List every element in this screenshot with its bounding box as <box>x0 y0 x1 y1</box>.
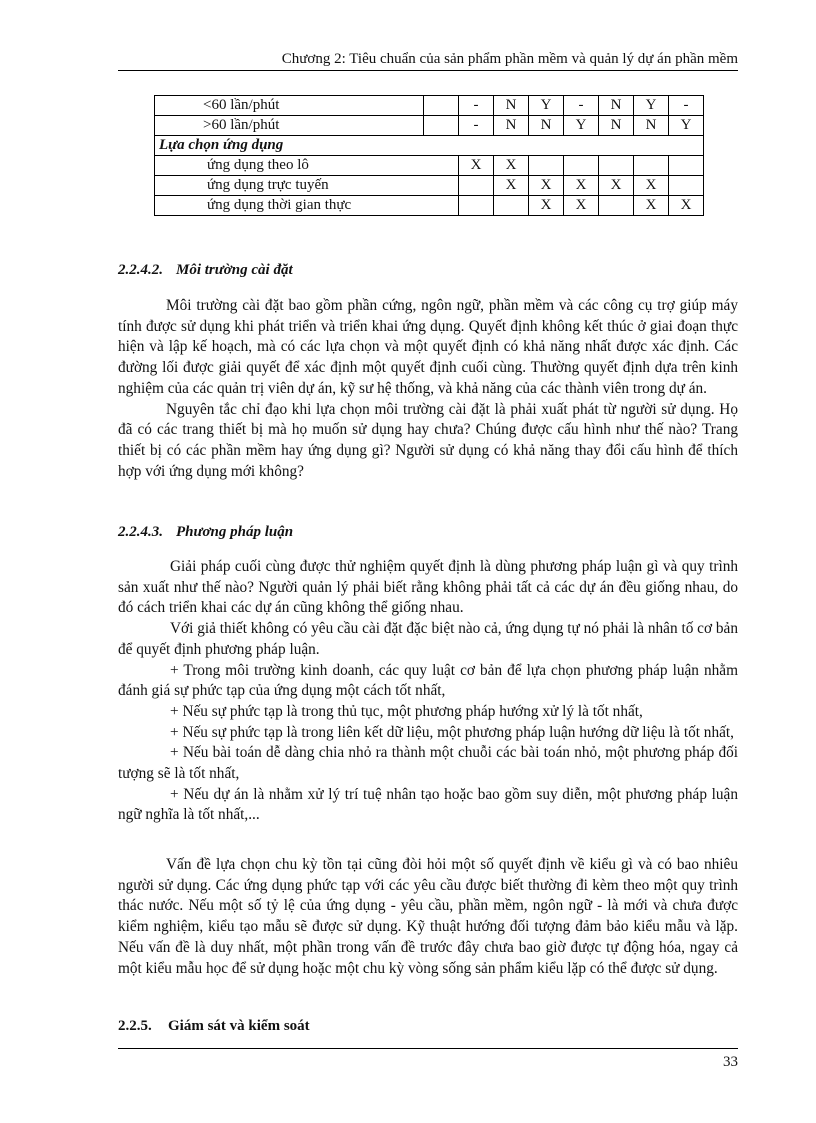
table-cell <box>599 156 634 176</box>
table-cell: X <box>669 196 704 216</box>
row-label: ứng dụng theo lô <box>155 156 459 176</box>
section-number: 2.2.4.3. <box>118 524 163 540</box>
table-cell <box>424 96 459 116</box>
section-heading-2243 <box>118 524 293 541</box>
table-cell: X <box>529 196 564 216</box>
table-cell: N <box>599 96 634 116</box>
header-rule <box>118 70 738 71</box>
table-cell: - <box>669 96 704 116</box>
table-cell: N <box>634 116 669 136</box>
table-cell: Y <box>669 116 704 136</box>
row-label: >60 lần/phút <box>155 116 424 136</box>
decision-table <box>154 95 704 216</box>
running-header: Chương 2: Tiêu chuẩn của sản phẩm phần mềm và quản lý dự án phần mềm <box>281 51 738 67</box>
group-label: Lựa chọn ứng dụng <box>155 136 704 156</box>
table-cell: X <box>634 176 669 196</box>
table-row <box>155 156 704 176</box>
page-number: 33 <box>723 1054 738 1070</box>
table-cell: N <box>599 116 634 136</box>
paragraph: Với giả thiết không có yêu cầu cài đặt đặc biệt nào cả, ứng dụng tự nó phải là nhân tố cơ bản để quyết định phương pháp luận. <box>118 620 738 658</box>
section-number: 2.2.4.2. <box>118 262 163 278</box>
table-cell: - <box>564 96 599 116</box>
table-cell <box>459 176 494 196</box>
section-title: Giám sát và kiểm soát <box>168 1018 310 1034</box>
table-cell: X <box>529 176 564 196</box>
section-heading-2242 <box>118 262 293 279</box>
section-title: Môi trường cài đặt <box>176 262 293 278</box>
paragraph: + Nếu dự án là nhằm xử lý trí tuệ nhân tạo hoặc bao gồm suy diễn, một phương pháp luận ngữ nghĩa là tốt nhất,... <box>118 785 738 824</box>
section-body-2242 <box>118 296 738 482</box>
table-cell: Y <box>529 96 564 116</box>
table-cell: X <box>494 176 529 196</box>
table-cell <box>669 176 704 196</box>
table-cell: X <box>634 196 669 216</box>
section-title: Phương pháp luận <box>176 524 294 540</box>
table-row <box>155 176 704 196</box>
table-cell <box>529 156 564 176</box>
table-row <box>155 196 704 216</box>
table-cell: Y <box>634 96 669 116</box>
table-cell <box>599 196 634 216</box>
table-cell: N <box>494 116 529 136</box>
paragraph: + Nếu sự phức tạp là trong liên kết dữ liệu, một phương pháp luận hướng dữ liệu là tốt nhất, <box>170 723 734 741</box>
table-cell: X <box>459 156 494 176</box>
table-cell <box>459 196 494 216</box>
paragraph: Vấn đề lựa chọn chu kỳ tồn tại cũng đòi hỏi một số quyết định về kiểu gì và có bao nhiêu người sử dụng. Các ứng dụng phức tạp với các yêu cầu được biết thường đi kèm theo một quy trình thác nước. Nếu một số tỷ lệ của ứng dụng - yêu cầu, phần mềm, ngôn ngữ - là mới và chưa được kiểm nghiệm, kiểu tạo mẫu sẽ được sử dụng. Kỹ thuật hướng đối tượng đảm bảo kiểu mẫu và lặp. Nếu vấn đề là duy nhất, một phần trong vấn đề trước đây chưa bao giờ được tự động hóa, ngay cả một kiểu mẫu học để sử dụng hoặc một chu kỳ vòng sống sản phẩm kiểu lặp có thể được sử dụng. <box>118 856 738 977</box>
table-cell <box>669 156 704 176</box>
paragraph: Môi trường cài đặt bao gồm phần cứng, ngôn ngữ, phần mềm và các công cụ trợ giúp máy tính được sử dụng khi phát triển và triển khai ứng dụng. Quyết định không kết thúc ở giai đoạn thực hiện và lập kế hoạch, mà có các lựa chọn và một quyết định có khả năng nhất được xác định. Các đường lối được giải quyết để xác định một quyết định cuối cùng. Thường quyết định dựa trên kinh nghiệm của các quản trị viên dự án, kỹ sư hệ thống, và khả năng của các thành viên trong dự án. <box>118 297 738 397</box>
table-cell: X <box>599 176 634 196</box>
table-row <box>155 96 704 116</box>
table-group-row <box>155 136 704 156</box>
paragraph: Nguyên tắc chỉ đạo khi lựa chọn môi trường cài đặt là phải xuất phát từ người sử dụng. Họ đã có các trang thiết bị mà họ muốn sử dụng hay chưa? Chúng được cấu hình như thế nào? Trang thiết bị có các phần mềm hay ứng dụng gì? Người sử dụng có khả năng thay đổi cấu hình để thích hợp với ứng dụng mới không? <box>118 400 738 480</box>
table-cell: N <box>494 96 529 116</box>
table-row <box>155 116 704 136</box>
table-cell <box>564 156 599 176</box>
table-cell: - <box>459 116 494 136</box>
table-cell: Y <box>564 116 599 136</box>
table-cell: X <box>494 156 529 176</box>
paragraph: + Trong môi trường kinh doanh, các quy luật cơ bản để lựa chọn phương pháp luận nhằm đánh giá sự phức tạp của ứng dụng một cách tốt nhất, <box>118 661 738 700</box>
footer-rule <box>118 1048 738 1049</box>
section-heading-225 <box>118 1018 310 1035</box>
table-cell: - <box>459 96 494 116</box>
section-body-2243 <box>118 557 738 826</box>
paragraph: + Nếu sự phức tạp là trong thủ tục, một phương pháp hướng xử lý là tốt nhất, <box>170 702 643 720</box>
paragraph: Giải pháp cuối cùng được thử nghiệm quyết định là dùng phương pháp luận gì và quy trình sản xuất như thế nào? Người quản lý phải biết rằng không phải tất cả các dự án đều giống nhau, do đó cách triển khai các dự án cũng không thể giống nhau. <box>118 558 738 617</box>
row-label: ứng dụng thời gian thực <box>155 196 459 216</box>
row-label: <60 lần/phút <box>155 96 424 116</box>
table-cell <box>634 156 669 176</box>
table-cell: N <box>529 116 564 136</box>
section-number: 2.2.5. <box>118 1018 152 1034</box>
table-cell <box>424 116 459 136</box>
paragraph: + Nếu bài toán dễ dàng chia nhỏ ra thành một chuỗi các bài toán nhỏ, một phương pháp đối tượng sẽ là tốt nhất, <box>118 744 738 783</box>
table-cell: X <box>564 196 599 216</box>
table-cell: X <box>564 176 599 196</box>
closing-paragraph-block <box>118 855 738 979</box>
row-label: ứng dụng trực tuyến <box>155 176 459 196</box>
table-cell <box>494 196 529 216</box>
